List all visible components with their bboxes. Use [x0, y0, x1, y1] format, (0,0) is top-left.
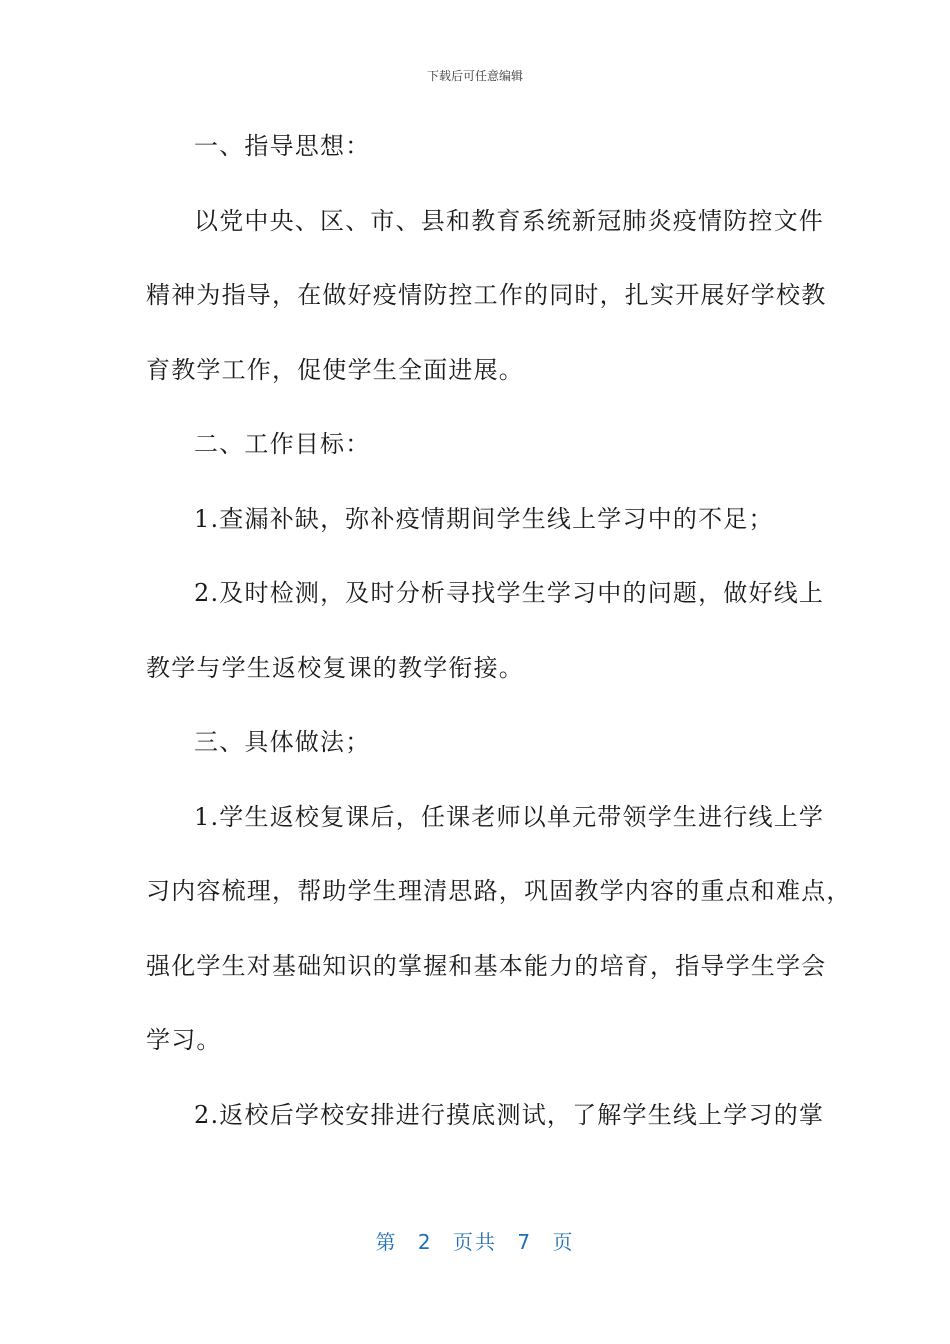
paragraph-line: 习内容梳理，帮助学生理清思路，巩固教学内容的重点和难点， [146, 877, 852, 905]
page-total: 7 [517, 1230, 533, 1254]
list-item: 1.查漏补缺，弥补疫情期间学生线上学习中的不足； [194, 504, 774, 533]
paragraph-line: 学习。 [146, 1026, 222, 1054]
list-item: 1.学生返校复课后，任课老师以单元带领学生进行线上学 [194, 802, 825, 831]
section-heading-guiding-ideology: 一、指导思想： [194, 132, 371, 160]
paragraph-line: 以党中央、区、市、县和教育系统新冠肺炎疫情防控文件 [194, 206, 824, 235]
paragraph-line: 精神为指导，在做好疫情防控工作的同时，扎实开展好学校教 [146, 281, 827, 309]
page-suffix: 页 [552, 1230, 575, 1254]
page-number: 2 [417, 1230, 433, 1254]
document-body [146, 122, 852, 1165]
paragraph-line: 育教学工作，促使学生全面进展。 [146, 355, 524, 384]
page-middle: 页共 [453, 1230, 497, 1254]
page-prefix: 第 [375, 1230, 398, 1254]
list-item: 2.及时检测，及时分析寻找学生学习中的问题，做好线上 [194, 579, 825, 607]
header-note: 下载后可任意编辑 [426, 69, 523, 83]
section-heading-specific-methods: 三、具体做法； [194, 728, 371, 756]
section-heading-work-goals: 二、工作目标： [194, 430, 371, 458]
page-footer [0, 1226, 950, 1255]
paragraph-line: 教学与学生返校复课的教学衔接。 [146, 653, 524, 682]
paragraph-line: 强化学生对基础知识的掌握和基本能力的培育，指导学生学会 [146, 951, 827, 980]
list-item: 2.返校后学校安排进行摸底测试，了解学生线上学习的掌 [194, 1100, 825, 1129]
